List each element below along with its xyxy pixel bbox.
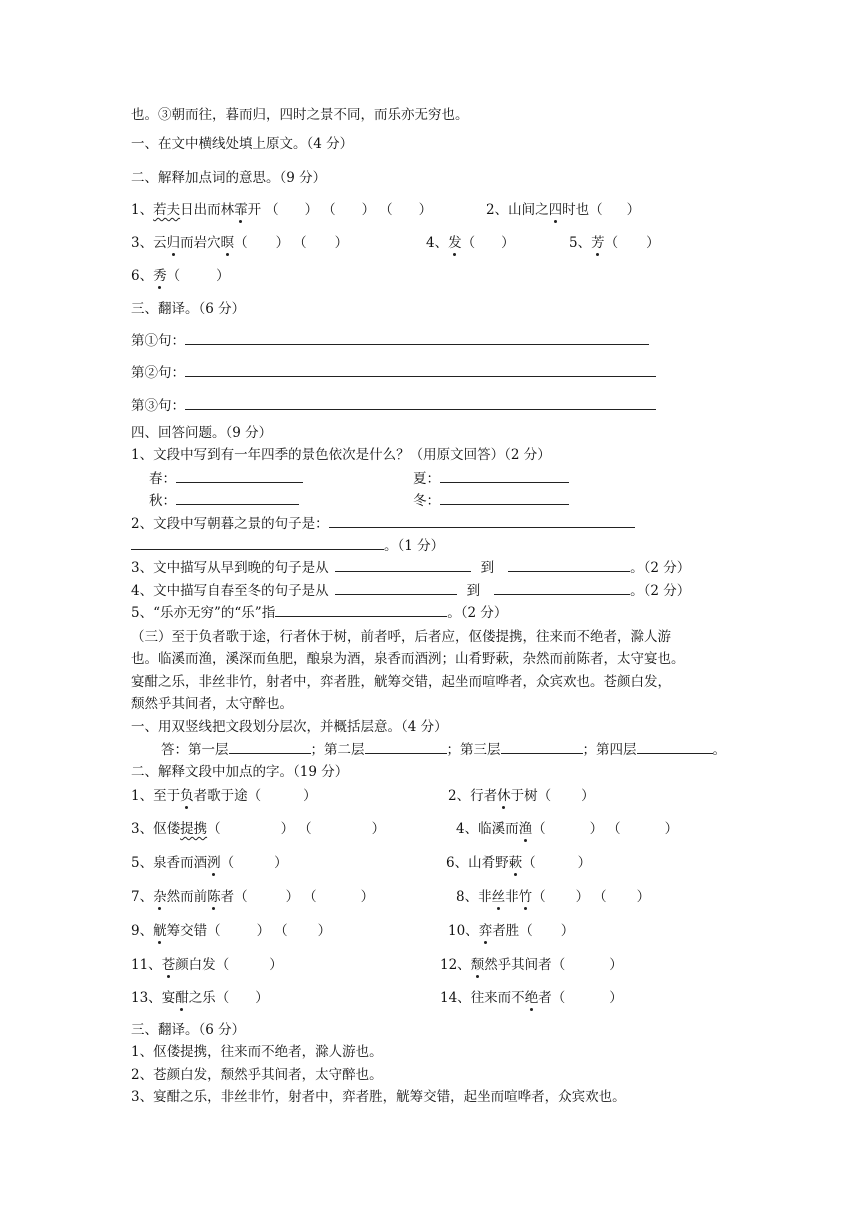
- dotted-char: 休: [497, 788, 511, 804]
- translation-item: 2、苍颜白发，颓然乎其间者，太守醉也。: [131, 1067, 383, 1083]
- wavy-underlined-word: 若夫: [153, 202, 181, 218]
- answer-blank[interactable]: [335, 581, 457, 595]
- dotted-char: 渔: [518, 821, 533, 837]
- vocab-item: 3、伛偻提携（ ） （ ）: [131, 821, 386, 837]
- translation-line: 第①句：: [131, 331, 649, 350]
- passage-line: （三）至于负者歌于途，行者休于树，前者呼，后者应，伛偻提携，往来而不绝者，滁人游: [131, 629, 671, 645]
- dotted-char: 颓: [470, 957, 485, 973]
- season-field: 夏：: [413, 469, 569, 488]
- wavy-underlined-word: 提携: [180, 821, 208, 837]
- item-number: 1、: [131, 202, 154, 218]
- vocab-item: 4、临溪而渔（ ） （ ）: [456, 821, 679, 837]
- answer-blank[interactable]: [440, 469, 569, 483]
- dotted-char: 竹: [518, 889, 533, 905]
- dotted-char: 发: [448, 235, 462, 251]
- dotted-char: 苍: [161, 957, 176, 973]
- vocab-item: 6、山肴野蔌（ ）: [446, 855, 592, 871]
- vocab-item: 13、宴酣之乐（ ）: [131, 990, 269, 1006]
- dotted-char: 弈: [478, 923, 493, 939]
- answer-blank[interactable]: [185, 331, 649, 345]
- answer-blank[interactable]: [176, 491, 299, 505]
- question-text: 5、“乐亦无穷”的“乐”指 。（2 分）: [131, 605, 508, 621]
- dotted-char: 归: [166, 235, 181, 251]
- answer-blank[interactable]: [440, 491, 569, 505]
- vocab-item: 12、颓然乎其间者（ ）: [440, 957, 623, 973]
- question-text: 3、文中描写从早到晚的句子是从 到 。（2 分）: [131, 560, 691, 576]
- translation-item: 3、宴酣之乐，非丝非竹，射者中，弈者胜，觥筹交错，起坐而喧哗者，众宾欢也。: [131, 1089, 626, 1105]
- dotted-char: 暝: [220, 235, 235, 251]
- season-field: 冬：: [413, 491, 569, 510]
- answer-layers: 答：第一层 ；第二层 ；第三层 ；第四层 。: [161, 742, 726, 758]
- question-text: 2、文段中写朝暮之景的句子是：: [131, 514, 635, 533]
- translation-item: 1、伛偻提携，往来而不绝者，滁人游也。: [131, 1044, 383, 1060]
- question-heading: 三、翻译。（6 分）: [131, 1022, 246, 1038]
- vocab-item: 1、若夫日出而林霏开 （ ） （ ） （ ）: [131, 202, 433, 218]
- passage-line: 也。临溪而渔，溪深而鱼肥，酿泉为酒，泉香而酒洌；山肴野蔌，杂然而前陈者，太守宴也。: [131, 651, 685, 667]
- question-heading: 一、在文中横线处填上原文。（4 分）: [131, 136, 354, 152]
- vocab-item: 5、芳（ ）: [569, 235, 660, 251]
- answer-blank[interactable]: [335, 558, 471, 572]
- answer-blank[interactable]: [185, 363, 656, 377]
- answer-blank[interactable]: [176, 469, 303, 483]
- dotted-char: 绝: [524, 990, 539, 1006]
- vocab-item: 6、秀（ ）: [131, 268, 230, 284]
- vocab-item: 7、杂然而前陈者（ ） （ ）: [131, 889, 375, 905]
- dotted-char: 蔌: [508, 855, 523, 871]
- question-text: 。（1 分）: [131, 536, 444, 555]
- question-heading: 一、用双竖线把文段划分层次，并概括层意。（4 分）: [131, 719, 448, 735]
- question-text: 1、文段中写到有一年四季的景色依次是什么？（用原文回答）（2 分）: [131, 447, 551, 463]
- answer-blank[interactable]: [329, 514, 635, 528]
- vocab-item: 2、行者休于树（ ）: [448, 788, 595, 804]
- passage-line: 宴酣之乐，非丝非竹，射者中，弈者胜，觥筹交错，起坐而喧哗者，众宾欢也。苍颜白发，: [131, 674, 671, 690]
- translation-line: 第③句：: [131, 396, 656, 415]
- answer-blank[interactable]: [185, 396, 656, 410]
- vocab-item: 2、山间之四时也（ ）: [486, 202, 641, 218]
- answer-blank[interactable]: [494, 581, 630, 595]
- question-heading: 二、解释文段中加点的字。（19 分）: [131, 764, 349, 780]
- translation-line: 第②句：: [131, 363, 656, 382]
- answer-blank[interactable]: [501, 740, 583, 754]
- vocab-item: 10、弈者胜（ ）: [448, 923, 575, 939]
- vocab-item: 1、至于负者歌于途（ ）: [131, 788, 317, 804]
- question-heading: 二、解释加点词的意思。（9 分）: [131, 170, 327, 186]
- dotted-char: 秀: [153, 268, 167, 284]
- vocab-item: 4、发（ ）: [426, 235, 515, 251]
- vocab-item: 9、觥筹交错（ ） （ ）: [131, 923, 332, 939]
- dotted-char: 丝: [491, 889, 506, 905]
- dotted-char: 陈: [207, 889, 221, 905]
- answer-blank[interactable]: [229, 740, 311, 754]
- answer-blank[interactable]: [508, 558, 630, 572]
- dotted-char: 觥: [153, 923, 167, 939]
- question-heading: 三、翻译。（6 分）: [131, 301, 246, 317]
- vocab-item: 8、非丝非竹（ ） （ ）: [456, 889, 651, 905]
- season-field: 秋：: [149, 491, 299, 510]
- answer-blank[interactable]: [275, 603, 447, 617]
- passage-tail: 也。③朝而往，暮而归，四时之景不同，而乐亦无穷也。: [131, 107, 469, 123]
- dotted-char: 杂: [153, 889, 167, 905]
- vocab-item: 5、泉香而酒洌（ ）: [131, 855, 288, 871]
- vocab-item: 11、苍颜白发（ ）: [131, 957, 283, 973]
- vocab-item: 3、云归而岩穴暝（ ） （ ）: [131, 235, 349, 251]
- text-segment: 日出而林: [180, 202, 235, 218]
- passage-line: 颓然乎其间者，太守醉也。: [131, 696, 293, 712]
- season-field: 春：: [149, 469, 303, 488]
- vocab-item: 14、往来而不绝者（ ）: [440, 990, 623, 1006]
- dotted-char: 芳: [591, 235, 605, 251]
- text-segment: 开: [247, 202, 262, 218]
- answer-blank[interactable]: [365, 740, 447, 754]
- dotted-char: 酣: [175, 990, 189, 1006]
- answer-blank[interactable]: [637, 740, 713, 754]
- dotted-char: 负: [180, 788, 194, 804]
- answer-blank[interactable]: [131, 536, 384, 550]
- question-heading: 四、回答问题。（9 分）: [131, 425, 273, 441]
- dotted-char: 四: [548, 202, 563, 218]
- dotted-char: 洌: [207, 855, 221, 871]
- dotted-char: 霏: [234, 202, 248, 218]
- question-text: 4、文中描写自春至冬的句子是从 到 。（2 分）: [131, 583, 691, 599]
